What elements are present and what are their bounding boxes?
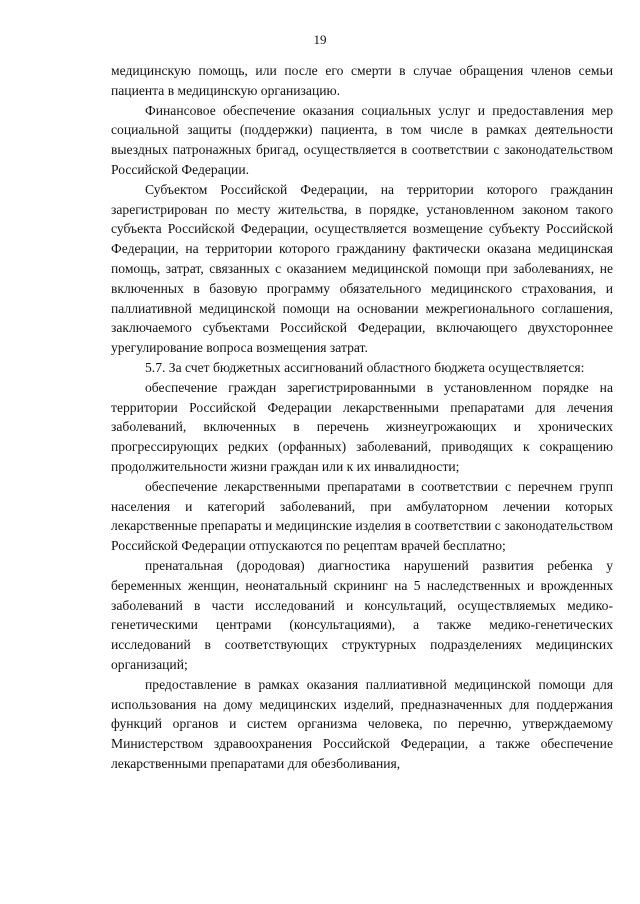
paragraph-orphan-diseases: обеспечение граждан зарегистрированными в установленном порядке на территории Российской Федерации лекарственными препаратами для лечения заболеваний, включенных в перечень жизнеугрожающих и хронических прогрессирующих редких (орфанных) заболеваний, приводящих к сокращению продолжительности жизни граждан или к их инвалидности; [111,379,613,474]
paragraph-prenatal-diagnostics: пренатальная (дородовая) диагностика нарушений развития ребенка у беременных женщин, неонатальный скрининг на 5 наследственных и врожденных заболеваний в части исследований и консультаций, осуществляемых медико-генетическими центрами (консультациями), а также медико-генетических исследований в соответствующих структурных подразделениях медицинских организаций; [111,557,613,672]
document-body [111,61,613,774]
paragraph-continuation: медицинскую помощь, или после его смерти в случае обращения членов семьи пациента в медицинскую организацию. [111,63,613,98]
paragraph-social-services-financing: Финансовое обеспечение оказания социальных услуг и предоставления мер социальной защиты (поддержки) пациента, в том числе в рамках деятельности выездных патронажных бригад, осуществляется в соответствии с законодательством Российской Федерации. [111,102,613,177]
paragraph-section-5-7: 5.7. За счет бюджетных ассигнований областного бюджета осуществляется: [145,359,585,375]
page-number: 19 [313,32,327,47]
paragraph-free-prescriptions: обеспечение лекарственными препаратами в соответствии с перечнем групп населения и категорий заболеваний, при амбулаторном лечении которых лекарственные препараты и медицинские изделия в соответствии с законодательством Российской Федерации отпускаются по рецептам врачей бесплатно; [111,478,613,554]
paragraph-interregional-reimbursement: Субъектом Российской Федерации, на территории которого гражданин зарегистрирован по месту жительства, в порядке, установленном законом такого субъекта Российской Федерации, осуществляется возмещение субъекту Российской Федерации, на территории которого гражданину фактически оказана медицинская помощь, затрат, связанных с оказанием медицинской помощи при заболеваниях, не включенных в базовую программу обязательного медицинского страхования, и паллиативной медицинской помощи на основании межрегионального соглашения, заключаемого субъектами Российской Федерации, включающего двухстороннее урегулирование вопроса возмещения затрат. [111,181,613,356]
paragraph-palliative-devices: предоставление в рамках оказания паллиативной медицинской помощи для использования на дому медицинских изделий, предназначенных для поддержания функций органов и систем организма человека, по перечню, утверждаемому Министерством здравоохранения Российской Федерации, а также обеспечение лекарственными препаратами для обезболивания, [111,676,613,771]
